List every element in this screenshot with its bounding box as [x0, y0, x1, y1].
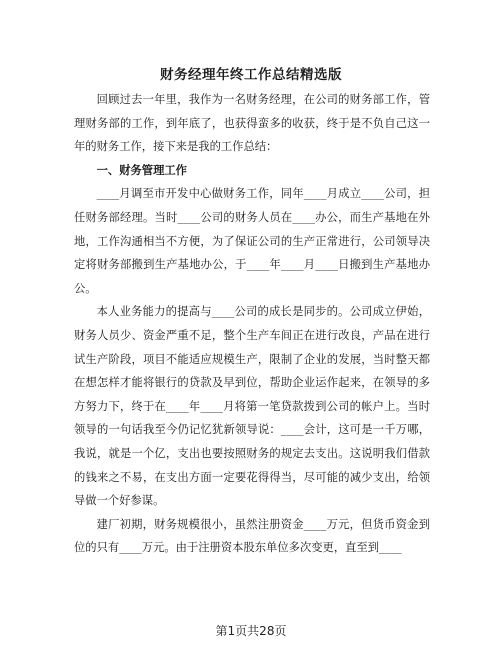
section-heading: 一、财务管理工作	[96, 163, 187, 177]
paragraph-2: 本人业务能力的提高与____公司的成长是同步的。公司成立伊始，财务人员少、资金严重不足，整个生产车间正在进行改良，产品在进行试生产阶段，项目不能适应规模生产，限制了企业的发展，当时整天都在想怎样才能将银行的贷款及早到位，帮助企业运作起来，在领导的多方努力下，终于在____年____月将第一笔贷款拨到公司的帐户上。当时领导的一句话我至今仍记忆犹新领导说：____会计，这可是一千万哪，我说，就是一个亿，支出也要按照财务的规定去支出。这说明我们借款的钱来之不易，在支出方面一定要花得得当，尽可能的减少支出，给领导做一个好参谋。	[74, 305, 430, 508]
paragraph-intro: 回顾过去一年里，我作为一名财务经理，在公司的财务部工作，管理财务部的工作，到年底了，也获得蛮多的收获，终于是不负自己这一年的财务工作，接下来是我的工作总结：	[74, 93, 430, 154]
paragraph-3: 建厂初期，财务规模很小，虽然注册资金____万元，但货币资金到位的只有____万元。由于注册资本股东单位多次变更，直至到____	[74, 517, 430, 555]
document-body	[74, 88, 430, 560]
page-number: 第1页共28页	[215, 624, 287, 638]
document-title: 财务经理年终工作总结精选版	[160, 67, 342, 83]
paragraph-1: ____月调至市开发中心做财务工作，同年____月成立____公司，担任财务部经理。当时____公司的财务人员在____办公，而生产基地在外地，工作沟通相当不方便，为了保证公司的生产正常进行，公司领导决定将财务部搬到生产基地办公，于____年____月____日搬到生产基地办公。	[74, 187, 430, 295]
